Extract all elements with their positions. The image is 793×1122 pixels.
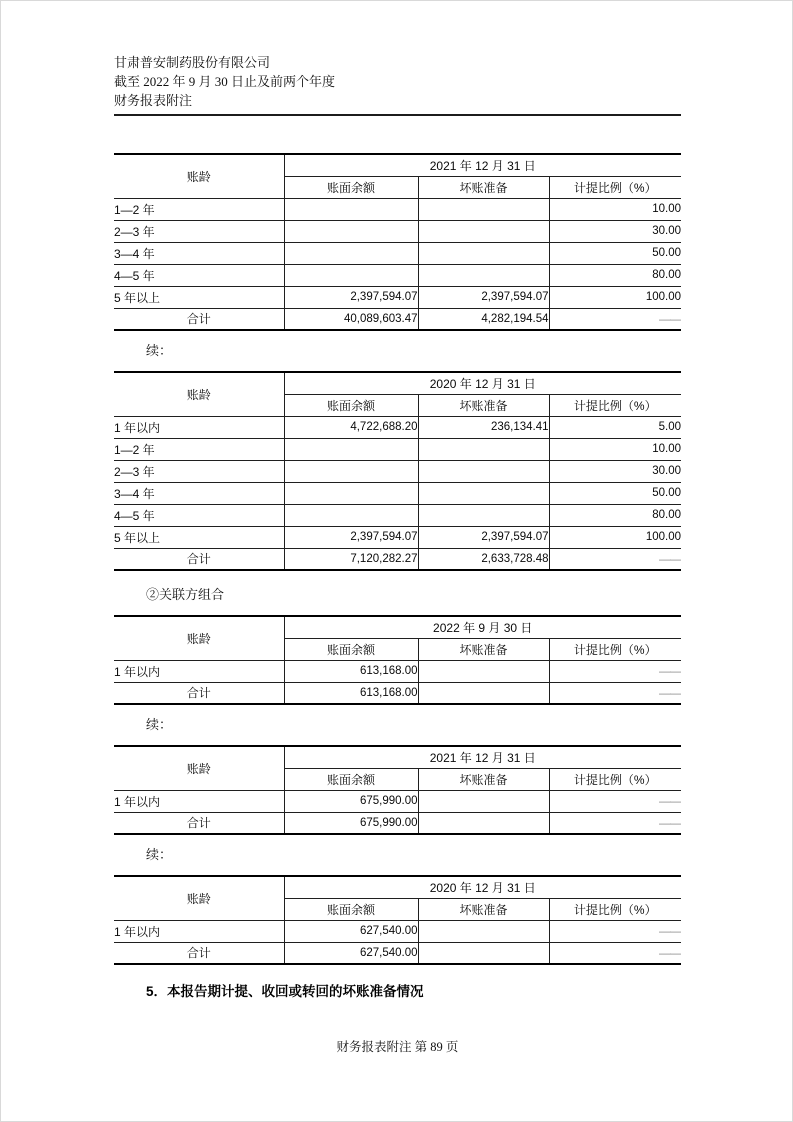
- table-row: [114, 308, 681, 330]
- age-cell: 1 年以内: [114, 660, 284, 682]
- age-header-cell: 账龄: [114, 154, 284, 198]
- ratio-header-cell: 计提比例（%）: [573, 180, 657, 195]
- provision-cell: [418, 198, 549, 220]
- age-cell: 2—3 年: [114, 460, 284, 482]
- balance-cell: 613,168.00: [284, 660, 418, 682]
- table-header-row-period: [114, 876, 681, 898]
- age-header-cell: 账龄: [114, 746, 284, 790]
- period-header-cell: 2020 年 12 月 31 日: [429, 880, 536, 895]
- table-row: [114, 548, 681, 570]
- period-header-cell: 2020 年 12 月 31 日: [429, 376, 536, 391]
- table-row: [114, 942, 681, 964]
- aging-tables-root: [114, 153, 681, 965]
- table-row: [114, 812, 681, 834]
- balance-cell: [284, 242, 418, 264]
- ratio-cell: ——: [659, 815, 682, 830]
- aging-table-3: [114, 615, 681, 705]
- balance-cell: 613,168.00: [284, 682, 418, 704]
- provision-cell: [418, 942, 549, 964]
- balance-cell: 627,540.00: [284, 942, 418, 964]
- provision-cell: [418, 482, 549, 504]
- age-cell: 合计: [114, 682, 284, 704]
- balance-cell: 2,397,594.07: [284, 286, 418, 308]
- ratio-cell: 80.00: [652, 509, 682, 521]
- provision-cell: [418, 812, 549, 834]
- ratio-cell: ——: [659, 664, 681, 678]
- provision-cell: 2,633,728.48: [418, 548, 549, 570]
- table-row: [114, 220, 681, 242]
- provision-cell: [418, 504, 549, 526]
- ratio-cell: ——: [659, 551, 682, 566]
- ratio-cell: ——: [659, 311, 682, 326]
- ratio-cell: 10.00: [652, 203, 682, 215]
- provision-cell: [418, 790, 549, 812]
- balance-header-cell: 账面余额: [284, 176, 418, 198]
- age-cell: 合计: [114, 942, 284, 964]
- ratio-cell: ——: [659, 924, 682, 938]
- table-row: [114, 920, 681, 942]
- balance-header-cell: 账面余额: [284, 638, 418, 660]
- balance-cell: 40,089,603.47: [284, 308, 418, 330]
- provision-cell: [418, 264, 549, 286]
- header-divider: [114, 114, 681, 116]
- report-period-line: 截至 2022 年 9 月 30 日止及前两个年度: [114, 74, 336, 89]
- balance-cell: [284, 504, 418, 526]
- age-cell: 1 年以内: [114, 416, 284, 438]
- provision-cell: [418, 682, 549, 704]
- aging-table-1: [114, 153, 681, 331]
- table-continuation-label: 续：: [146, 847, 173, 862]
- provision-header-cell: 坏账准备: [418, 768, 549, 790]
- period-header-cell: 2022 年 9 月 30 日: [433, 620, 533, 635]
- age-cell: 3—4 年: [114, 482, 284, 504]
- page-footer: 财务报表附注 第 89 页: [336, 1040, 459, 1054]
- age-header-cell: 账龄: [114, 616, 284, 660]
- provision-cell: 2,397,594.07: [418, 526, 549, 548]
- balance-cell: 4,722,688.20: [284, 416, 418, 438]
- table-row: [114, 286, 681, 308]
- balance-cell: [284, 460, 418, 482]
- ratio-cell: ——: [659, 945, 682, 960]
- provision-cell: 4,282,194.54: [418, 308, 549, 330]
- provision-cell: 236,134.41: [418, 416, 549, 438]
- document-title: 财务报表附注: [114, 93, 193, 108]
- balance-cell: [284, 482, 418, 504]
- age-cell: 5 年以上: [114, 526, 284, 548]
- ratio-header-cell: 计提比例（%）: [573, 642, 657, 657]
- age-cell: 2—3 年: [114, 220, 284, 242]
- balance-header-cell: 账面余额: [284, 768, 418, 790]
- company-name: 甘肃普安制药股份有限公司: [114, 55, 271, 70]
- provision-header-cell: 坏账准备: [418, 898, 549, 920]
- table-row: [114, 790, 681, 812]
- balance-cell: 675,990.00: [284, 812, 418, 834]
- table-row: [114, 438, 681, 460]
- age-cell: 合计: [114, 812, 284, 834]
- age-cell: 3—4 年: [114, 242, 284, 264]
- table-header-row-period: [114, 154, 681, 176]
- age-cell: 1 年以内: [114, 920, 284, 942]
- ratio-cell: 50.00: [652, 247, 682, 259]
- balance-cell: [284, 198, 418, 220]
- provision-cell: [418, 920, 549, 942]
- aging-table-2: [114, 371, 681, 571]
- balance-cell: 2,397,594.07: [284, 526, 418, 548]
- ratio-cell: 100.00: [645, 291, 682, 303]
- ratio-header-cell: 计提比例（%）: [573, 398, 657, 413]
- ratio-cell: ——: [659, 685, 681, 700]
- section-5-heading: 5．本报告期计提、收回或转回的坏账准备情况: [146, 984, 424, 999]
- provision-header-cell: 坏账准备: [418, 394, 549, 416]
- table-row: [114, 460, 681, 482]
- age-header-cell: 账龄: [114, 876, 284, 920]
- ratio-cell: 50.00: [652, 487, 682, 499]
- document-header: [114, 1, 681, 110]
- ratio-cell: ——: [659, 794, 682, 808]
- ratio-cell: 30.00: [652, 465, 682, 477]
- table-header-row-period: [114, 372, 681, 394]
- balance-cell: [284, 264, 418, 286]
- table-row: [114, 198, 681, 220]
- age-cell: 4—5 年: [114, 264, 284, 286]
- balance-cell: 675,990.00: [284, 790, 418, 812]
- balance-cell: [284, 220, 418, 242]
- age-cell: 4—5 年: [114, 504, 284, 526]
- aging-table-4: [114, 745, 681, 835]
- ratio-cell: 10.00: [652, 443, 682, 455]
- table-header-row-period: [114, 746, 681, 768]
- table-row: [114, 242, 681, 264]
- ratio-header-cell: 计提比例（%）: [573, 772, 657, 787]
- provision-cell: [418, 460, 549, 482]
- period-header-cell: 2021 年 12 月 31 日: [429, 750, 536, 765]
- age-cell: 5 年以上: [114, 286, 284, 308]
- table-row: [114, 482, 681, 504]
- table-row: [114, 416, 681, 438]
- age-header-cell: 账龄: [114, 372, 284, 416]
- table-continuation-label: 续：: [146, 343, 173, 358]
- ratio-cell: 100.00: [645, 531, 682, 543]
- age-cell: 合计: [114, 308, 284, 330]
- age-cell: 1—2 年: [114, 438, 284, 460]
- ratio-header-cell: 计提比例（%）: [573, 902, 657, 917]
- provision-header-cell: 坏账准备: [418, 638, 549, 660]
- table-row: [114, 682, 681, 704]
- table-row: [114, 660, 681, 682]
- provision-cell: [418, 660, 549, 682]
- balance-cell: 7,120,282.27: [284, 548, 418, 570]
- ratio-cell: 80.00: [652, 269, 682, 281]
- balance-header-cell: 账面余额: [284, 898, 418, 920]
- table-row: [114, 264, 681, 286]
- ratio-cell: 30.00: [652, 225, 682, 237]
- provision-header-cell: 坏账准备: [418, 176, 549, 198]
- balance-cell: [284, 438, 418, 460]
- aging-table-5: [114, 875, 681, 965]
- provision-cell: [418, 242, 549, 264]
- table-header-row-period: [114, 616, 681, 638]
- age-cell: 1—2 年: [114, 198, 284, 220]
- provision-cell: [418, 220, 549, 242]
- age-cell: 1 年以内: [114, 790, 284, 812]
- period-header-cell: 2021 年 12 月 31 日: [429, 158, 536, 173]
- table-continuation-label: 续：: [146, 717, 173, 732]
- balance-header-cell: 账面余额: [284, 394, 418, 416]
- table-row: [114, 504, 681, 526]
- age-cell: 合计: [114, 548, 284, 570]
- balance-cell: 627,540.00: [284, 920, 418, 942]
- related-party-group-heading: ②关联方组合: [146, 587, 225, 602]
- page-content: [114, 1, 681, 1055]
- provision-cell: 2,397,594.07: [418, 286, 549, 308]
- table-row: [114, 526, 681, 548]
- ratio-cell: 5.00: [658, 421, 682, 433]
- provision-cell: [418, 438, 549, 460]
